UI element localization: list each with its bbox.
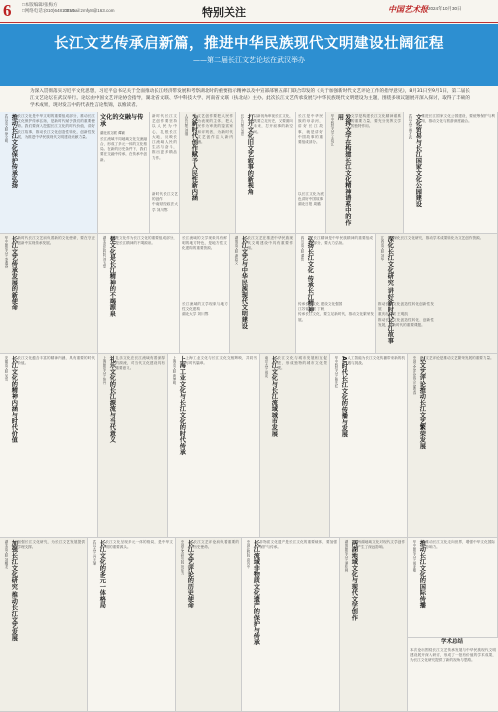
issue-date: 2024年10月30日 (428, 6, 462, 11)
article-title: 推动长江文化保护传承弘扬 (10, 114, 18, 189)
article-body: 新时代长江文艺创作要坚持以人民为中心，扎根长江大地，反映长江流域人民的生活与奋斗，推出更多精品力作。 (152, 114, 177, 160)
article-body: 长江是中华民族的母亲河，讲好长江故事，就是讲好中国故事的重要组成部分。 (298, 114, 323, 145)
article-author: 湖北省文联 谭颖 (100, 130, 125, 135)
article-author: 上海市文联 黄坤明 (172, 356, 176, 385)
article-body: 长江流域不同地域文化交流融合，形成了多元一体的文化格局。在新的历史条件下，我们要在交融中传承，在传承中创新。 (100, 136, 147, 162)
phone-line: □网络电话:(010)64810710 (22, 8, 75, 13)
article-author: 中国艺术研究院 祝东力 (180, 540, 184, 576)
article (150, 190, 180, 234)
article-author: 湖北省社科院 刘玉堂 (102, 236, 106, 268)
article-body: 长江文化与城市发展相互促进，形成独特的城市文化景观。 (277, 356, 327, 371)
article (0, 112, 98, 234)
article (330, 354, 408, 538)
article-title: 长江文化的多元一体格局 (98, 540, 106, 609)
article (408, 538, 498, 638)
article-body: 非物质文化遗产是长江文化的重要载体，要加强保护与传承。 (259, 540, 337, 550)
article (98, 112, 150, 234)
article-author: 华中师范大学 胡亚敏 (412, 540, 416, 572)
article-body: 深化长江文化研究，推动学术成果转化为文艺创作资源。 (393, 236, 484, 240)
article-title: 推动长江文化创造性转化创新性发展 (378, 302, 434, 312)
article-title: 长江文艺与中华民族现代文明建设 (240, 236, 248, 329)
article (408, 646, 498, 712)
intro-paragraph: 为深入贯彻落实习近平文化思想，习近平总书记关于全面推动长江经济带发展和考察湖北时的重要指示精神以及中宣部部署五部门联合印发的《关于加强新时代文艺评论工作的指导意见》，8月31日至9月1日，第二届长江文艺论坛在武汉举行。论坛由中国文艺评论协会指导，湖北省文联、华中科技大学、河南省文联（扶北站）主办。此次长江文艺传承发展与中华民族现代文明建设为主题，围绕多项议题展开深入探讨，取得了丰硕的学术成果，现对发言中的代表性言论集锦，以飨读者。 (30, 89, 470, 108)
article-body: 上海工业文化与长江文化交相辉映，共同书写时代篇章。 (185, 356, 257, 366)
article-title: 弘扬长江文化 传承长江精神 (306, 236, 314, 313)
article-title: 传承长江文化 建设文化强国 (298, 302, 343, 306)
email-line: □E-mail:zmfy8@163.com (64, 8, 115, 13)
article-body: 人工智能为长江文化传播带来新的机遇与挑战。 (347, 356, 405, 366)
article-title: 长江流域非物质文化遗产的保护与传承 (252, 540, 260, 646)
section-title: 特别关注 (202, 6, 246, 19)
article-title: AI时代长江文化的传播与发展 (340, 356, 348, 438)
article-title: 礼乐文化的长江源流与当代意义 (108, 356, 116, 443)
article (326, 112, 404, 234)
article-title: 以文艺评论推动长江文艺繁荣发展 (418, 356, 426, 449)
paper-logo: 中国艺术报 (388, 4, 428, 14)
article (242, 538, 340, 712)
subheadline: ——第二届长江文艺论坛在武汉举办 (193, 56, 305, 64)
article-title: 文化的交融与传承 (100, 114, 144, 129)
article (180, 300, 230, 354)
article-body: 长江精神是中华民族精神的重要组成部分，要大力弘扬。 (313, 236, 373, 246)
article-title: 长江文艺评论的历史使命 (186, 540, 194, 609)
article-body: 新时代长江文艺肩负着新的文化使命，要在守正创新中实现传承发展。 (17, 236, 95, 246)
article (404, 112, 498, 234)
article-title: 深化长江文化研究 讲好新时代长江故事 (386, 236, 394, 344)
article-title: 以长江文化为底色讲好中国故事 (298, 192, 324, 202)
article-author: 四川省文联 谭智 (300, 236, 304, 261)
article (296, 190, 326, 234)
summary-heading: 学术总结 (440, 639, 463, 645)
article-author: 南京大学 周宪 (264, 356, 268, 378)
article-title: 长江文化与长江流域城市发展 (270, 356, 278, 437)
page-header (0, 0, 498, 23)
article-author: 安徽省文联 吴雪 (4, 356, 8, 381)
article-author: 武汉市文联 徐文明 (4, 114, 8, 143)
article-title: 长江文化的精神内涵与时代价值 (10, 356, 18, 443)
article-body: 楚文化作为长江文化的重要组成部分，是长江精神的不竭源泉。 (115, 236, 177, 246)
article-body: 长江文化蕴含丰富的精神内涵，具有重要的时代价值。 (17, 356, 95, 366)
article-body: 长江文艺在推进中华民族现代文明建设中具有重要作用。 (247, 236, 293, 251)
article-title: 推动长江文化的国际传播 (418, 540, 426, 609)
article-body: 以新视角审视长江文化，既要立足历史，又要面向未来，打开叙事的新空间。 (253, 114, 293, 134)
article-title: 发挥文学在构建长江文化精神谱系中的作用 (336, 114, 351, 226)
article-author: 湖南省文联 龚政文 (234, 236, 238, 265)
article-body: 长江文化呈现多元一体的格局，是中华文明的重要源头。 (105, 540, 173, 550)
article-author: 华中师范大学 李遇春 (4, 236, 8, 268)
article-author: 武汉大学 冯天瑜 (92, 540, 96, 565)
article-body: 长江流域的文学现象具有鲜明的地方特色，是地方性文化建构的重要资源。 (182, 236, 227, 251)
article-body: 加强长江文化研究，为长江文艺发展提供学理支撑。 (17, 540, 85, 550)
article (98, 234, 180, 354)
headline-banner (0, 24, 498, 86)
article (0, 538, 88, 712)
article-author: 中国社科院 高丙中 (246, 540, 250, 569)
article-body: 本次论坛围绕长江文艺传承发展与中华民族现代文明建设展开深入研讨，形成了一批有价值的学术成果，为长江文化研究提供了新的视角与思路。 (410, 648, 496, 663)
article-body: 推动长江文化走向世界，增强中华文化国际影响力。 (425, 540, 495, 550)
article-title: 文化贸易与长江国家文化公园建设 (414, 114, 422, 207)
article (260, 354, 330, 538)
article-body: 推进长江国家文化公园建设，要统筹保护与利用，推动文化与旅游深度融合。 (421, 114, 495, 124)
article-body: 长江文化是中华文明的重要组成部分，推动长江文化保护传承弘扬，是新时代赋予我们的重要使命。我们要深入挖掘长江文化的时代价值，讲好长江故事，推动长江文化创造性转化、创新性发展，为推进中华民族现代文明建设贡献力量。 (17, 114, 95, 139)
article-author: 华中科技大学 陈先红 (334, 356, 338, 388)
article-body: 礼乐文化在长江流域有着深厚的源流，对当代文化建设具有重要意义。 (115, 356, 165, 371)
article (236, 112, 296, 234)
article (98, 354, 168, 538)
article-author: 中南财经政法大学 刘川鄂 (152, 202, 178, 212)
editor-line: □本版编辑/张梅方 (22, 2, 58, 7)
article-title: 长江文艺传承发展的新使命 (10, 236, 18, 311)
article (408, 354, 498, 538)
article (88, 538, 176, 712)
article-author: 江西省文联 刘华 (380, 236, 384, 261)
page-number: 6 (3, 1, 12, 20)
article-body: 文学是构建长江文化精神谱系的重要力量，要充分发挥文学的独特作用。 (350, 114, 401, 129)
article-author: 武汉大学 傅才武 (408, 114, 412, 139)
article-title: 加强长江文化研究 推动长江文艺发展 (10, 540, 18, 642)
article-author: 湖南师范大学 谭桂林 (344, 540, 348, 572)
article-author: 中国文艺评论协会 徐粤春 (412, 356, 416, 395)
article-body: 传承长江文化，要立足新时代，推动文化繁荣发展。 (298, 312, 374, 322)
article (340, 538, 408, 712)
article-author: 湖北大学 刘川鄂 (182, 312, 209, 317)
article-body: 文艺评论是推动文艺繁荣发展的重要力量。 (425, 356, 494, 360)
article (0, 234, 98, 354)
article-title: 上海工业文化与长江文化的时代传承 (178, 356, 186, 456)
article (168, 354, 260, 538)
article-title: 新时代长江文艺的创作 (152, 192, 178, 202)
article-author: 湖北省文联 刘醒龙 (4, 540, 8, 569)
article-body: 推动长江文化创造性转化、创新性发展，是新时代的重要课题。 (378, 317, 434, 327)
article-author: 重庆市文联 王明凯 (378, 312, 408, 317)
article-author: 人民日报 刘继 (184, 114, 188, 136)
article-author: 长江日报 吴思 (240, 114, 244, 136)
article-body: 两湖地域文化对现代文学创作产生了深远影响。 (357, 540, 405, 550)
article (296, 300, 376, 354)
headline: 长江文艺传承启新篇，推进中华民族现代文明建设壮阔征程 (54, 36, 444, 52)
article-author: 上海师范大学 詹丹 (102, 356, 106, 385)
article-title: 为新时代创作赋予人民性新内涵 (190, 114, 198, 201)
article (376, 300, 436, 354)
article-title: 长江流域的文学现象与地方性文化建构 (182, 302, 228, 312)
article (0, 354, 98, 538)
article (230, 234, 296, 354)
article (180, 112, 236, 234)
article-title: 两湖地域文化与现代文学创作 (350, 540, 358, 621)
article-author: 江苏省文联 丁帆 (298, 307, 325, 312)
article-body: 文艺创作要把人民作为表现的主体，把人民作为审美的鉴赏家和评判者，为新时代文艺创作注入新内涵。 (197, 114, 233, 145)
article-author: 华中科技大学 王均江 (330, 114, 334, 146)
article-author: 湖北日报 周璐 (298, 202, 321, 207)
article-body: 长江文艺评论肩负着重要的历史使命。 (193, 540, 239, 550)
article-title: 楚文化是长江精神的不竭源泉 (108, 236, 116, 317)
article-title: 打开文化旧文艺叙事的新视角 (246, 114, 254, 195)
article (176, 538, 242, 712)
